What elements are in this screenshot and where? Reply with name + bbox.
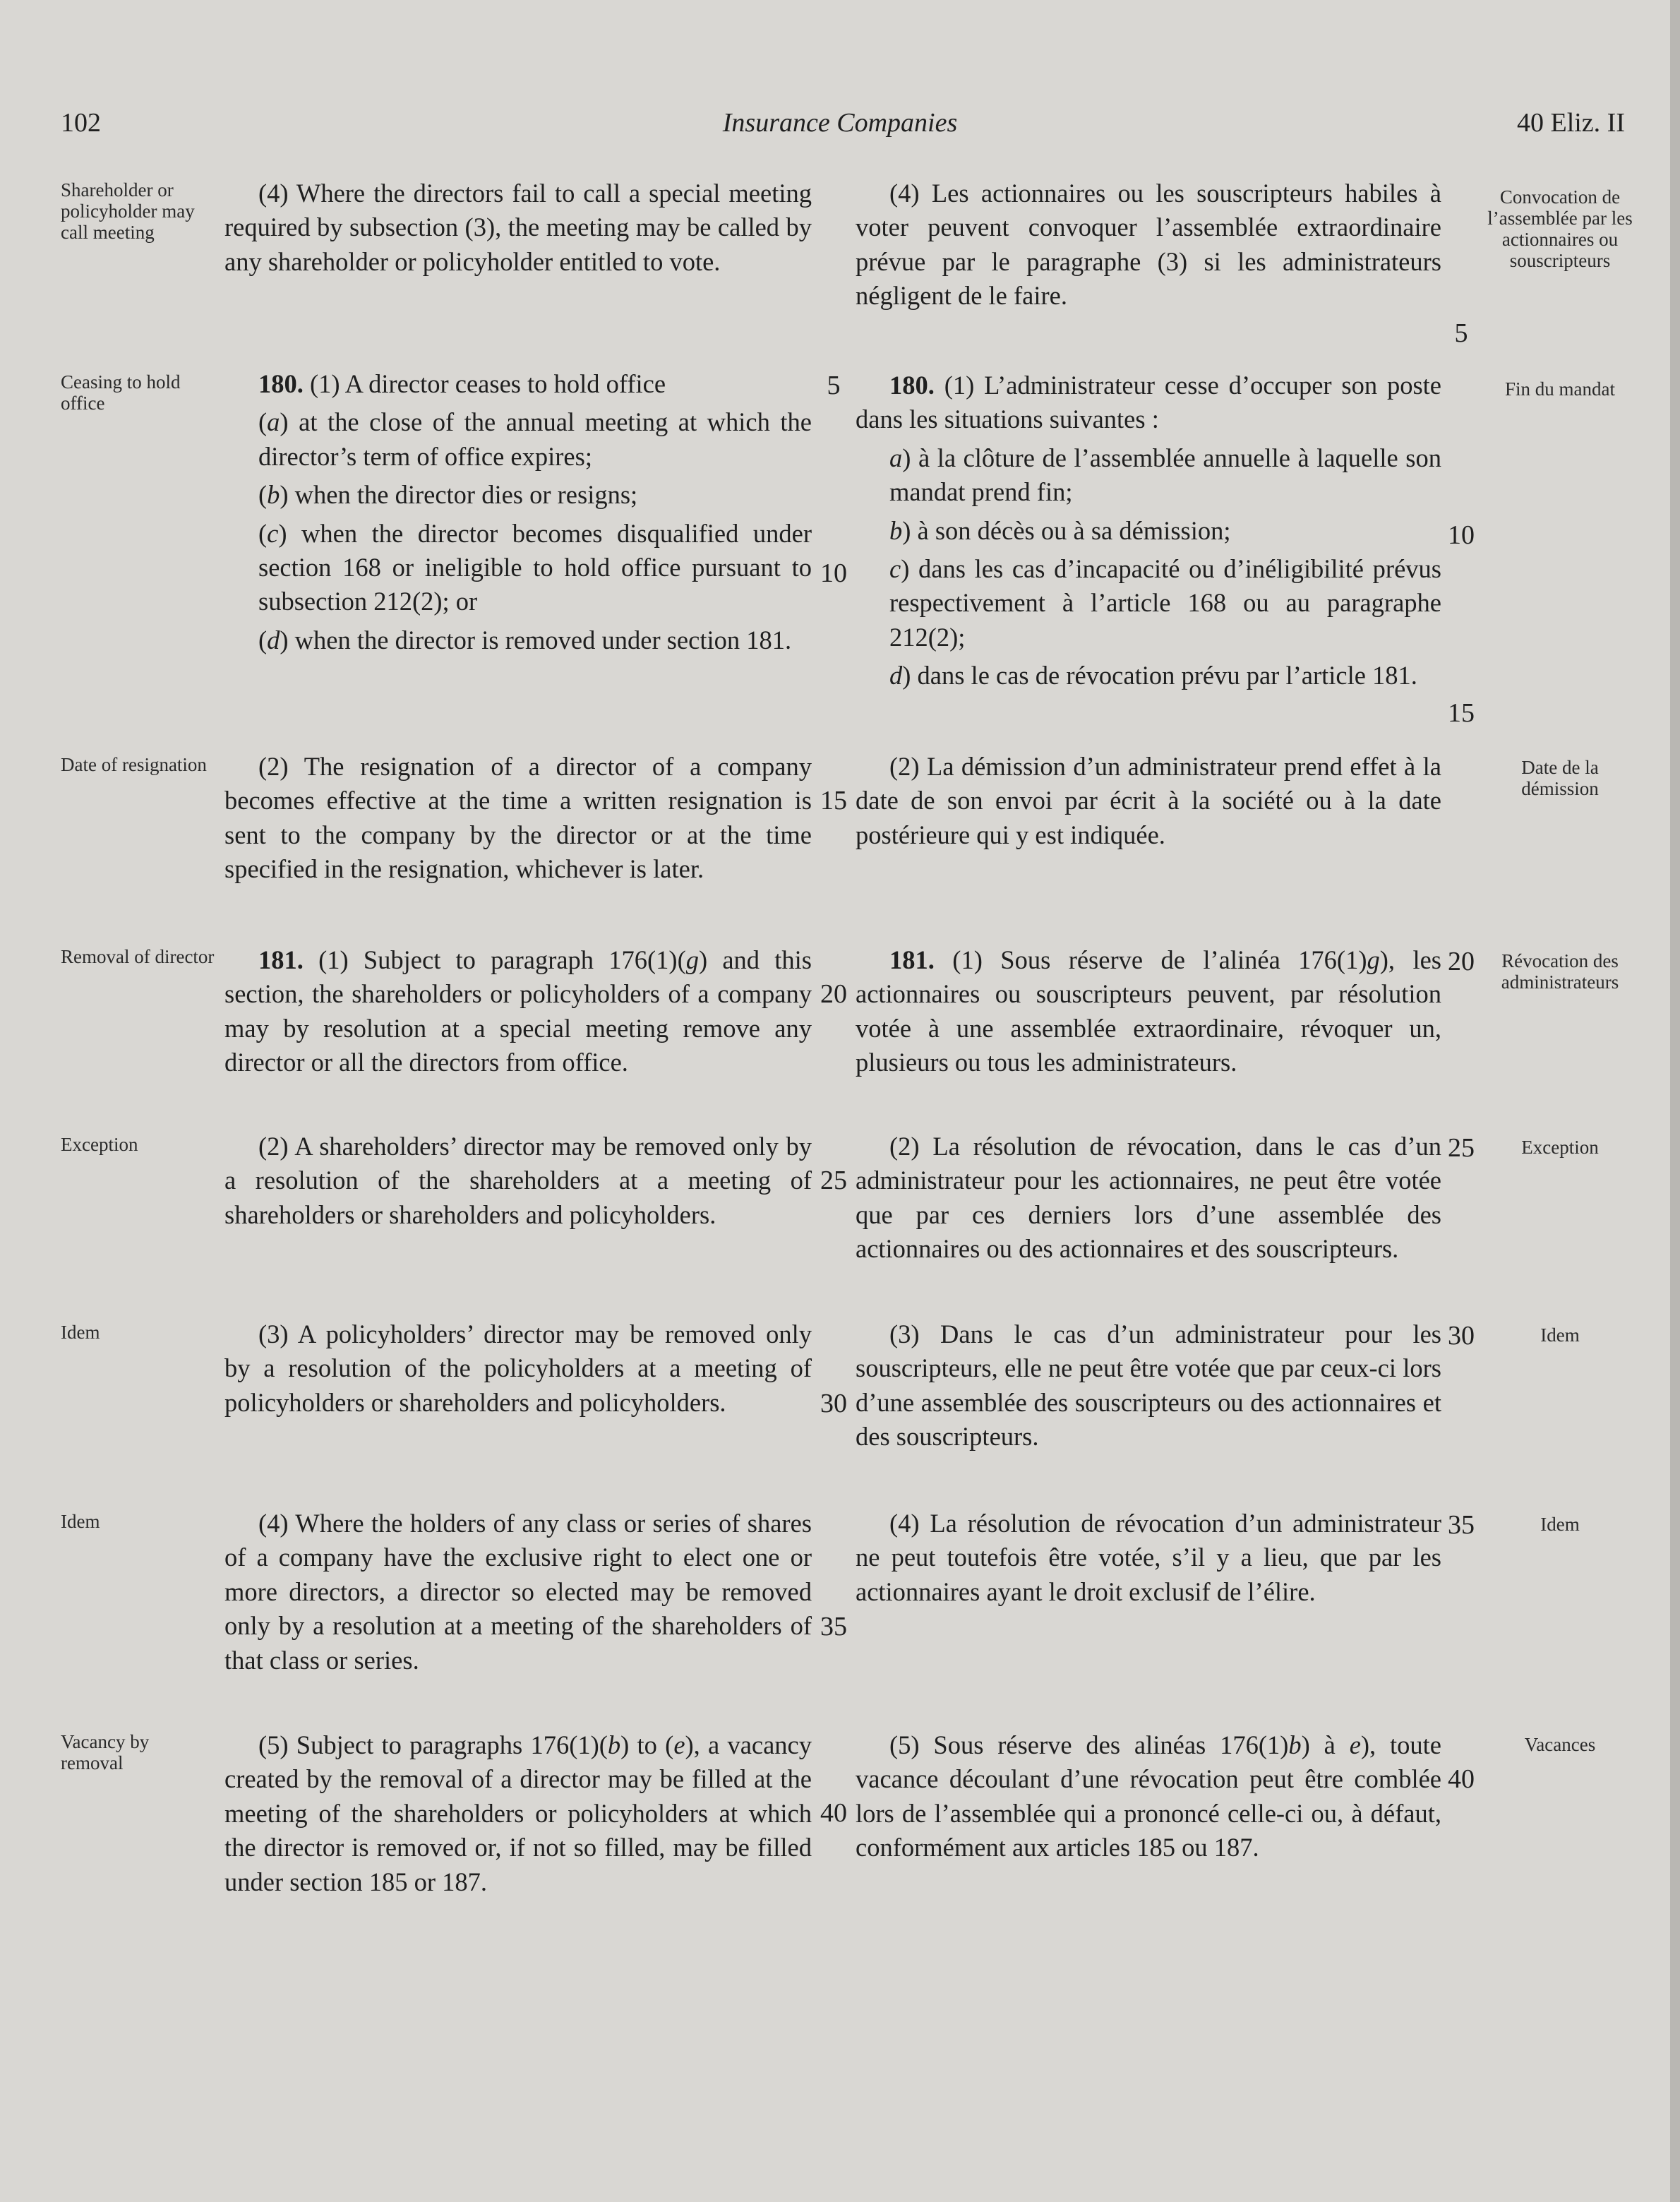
- line-number: 10: [820, 558, 847, 588]
- line-number: 20: [1448, 947, 1475, 976]
- paragraph-text: (4) Where the directors fail to call a special meeting required by subsection (3), the meeting may be called by any shareholder or policyholder entitled to vote.: [224, 179, 812, 276]
- french-subsection: [856, 750, 1441, 852]
- text-part: (5) Sous réserve des alinéas 176(1): [889, 1730, 1289, 1759]
- paragraph-text: (4) Les actionnaires ou les souscripteurs habiles à voter peuvent convoquer l’assemblée extraordinaire prévue par le paragraphe (3) si les administrateurs négligent de le faire.: [856, 179, 1441, 311]
- line-number: 20: [820, 979, 847, 1009]
- item-letter: e: [673, 1730, 685, 1759]
- paragraph-item: [258, 405, 812, 474]
- line-number: 15: [1448, 698, 1475, 728]
- margin-note-en: Removal of director: [61, 946, 215, 967]
- margin-note-fr: Exception: [1521, 1137, 1599, 1158]
- line-number: 40: [820, 1798, 847, 1828]
- item-letter: g: [1367, 945, 1380, 974]
- line-number: 15: [820, 786, 847, 815]
- paragraph-text: (2) A shareholders’ director may be removed only by a resolution of the shareholders at a meeting of shareholders or shareholders and policyholders.: [224, 1132, 812, 1229]
- paren: (: [258, 518, 268, 548]
- text-part: (5) Subject to paragraphs 176(1)(: [258, 1730, 608, 1759]
- item-letter: a: [267, 407, 280, 437]
- item-text: ) à son décès ou à sa démission;: [902, 515, 1231, 545]
- line-number: 30: [820, 1389, 847, 1418]
- margin-note-en: Date of resignation: [61, 754, 207, 775]
- margin-note-fr: Idem: [1540, 1324, 1580, 1346]
- line-number: 5: [827, 371, 841, 400]
- french-subsection: [856, 1728, 1441, 1865]
- paragraph-text: (3) A policyholders’ director may be removed only by a resolution of the policyholders at a meeting of policyholders or shareholders and policyholders.: [224, 1320, 812, 1417]
- margin-note-en: Exception: [61, 1134, 138, 1155]
- english-subsection: [224, 176, 812, 279]
- margin-note-fr: Convocation de l’assemblée par les actionnaires ou souscripteurs: [1487, 186, 1633, 271]
- line-number: 25: [1448, 1133, 1475, 1163]
- item-letter: c: [267, 518, 279, 548]
- paragraph-text: (2) The resignation of a director of a company becomes effective at the time a written resignation is sent to the company by the director or at the time specified in the resignation, whichever is later.: [224, 752, 812, 884]
- text-part: ), les actionnaires ou souscripteurs peuvent, par résolution votée à une assemblée extraordinaire, révoquer un, plusieurs ou tous les administrateurs.: [856, 945, 1441, 1077]
- paren: (: [258, 625, 268, 654]
- margin-note-en: Idem: [61, 1322, 100, 1343]
- section-number: 180.: [258, 369, 304, 398]
- line-number: 35: [820, 1612, 847, 1641]
- margin-note-en: Shareholder or policyholder may call meeting: [61, 179, 195, 243]
- margin-note-fr: Vacances: [1524, 1734, 1596, 1755]
- line-number: 40: [1448, 1764, 1475, 1794]
- item-text: ) at the close of the annual meeting at which the director’s term of office expires;: [258, 407, 812, 471]
- paragraph-item: [258, 623, 812, 657]
- paragraph-item: [889, 552, 1441, 654]
- item-text: ) when the director becomes disqualified under section 168 or ineligible to hold office pursuant to subsection 212(2); or: [258, 518, 812, 616]
- paragraph-text: [224, 1728, 812, 1899]
- page-number: 102: [61, 108, 101, 138]
- section-lead-text: (1) L’administrateur cesse d’occuper son poste dans les situations suivantes :: [856, 371, 1441, 434]
- paragraph-text: [856, 1728, 1441, 1865]
- item-letter: b: [607, 1730, 621, 1759]
- section-number: 181.: [258, 945, 304, 974]
- margin-note-fr: Fin du mandat: [1505, 378, 1615, 400]
- paragraph-item: [889, 659, 1441, 693]
- item-letter: e: [1349, 1730, 1361, 1759]
- text-part: ), a vacancy created by the removal of a director may be filled at the meeting of the shareholders or policyholders at which the director is removed or, if not so filled, may be filled under section 185 or 187.: [224, 1730, 812, 1896]
- section-lead: [856, 369, 1441, 437]
- margin-note-en: Ceasing to hold office: [61, 371, 181, 414]
- english-subsection: [224, 1130, 812, 1232]
- item-text: ) when the director is removed under section 181.: [280, 625, 792, 654]
- paragraph-text: (3) Dans le cas d’un administrateur pour les souscripteurs, elle ne peut être votée que par ceux-ci lors d’une assemblée des souscripteurs ou des actionnaires et des souscripteurs.: [856, 1320, 1441, 1452]
- english-subsection: [224, 1728, 812, 1899]
- section-number: 180.: [889, 371, 935, 400]
- paragraph-item: [258, 517, 812, 619]
- english-subsection: [224, 1507, 812, 1677]
- line-number: 35: [1448, 1510, 1475, 1540]
- paragraph-item: [889, 514, 1441, 548]
- text-part: ) and this section, the shareholders or policyholders of a company may by resolution at a special meeting remove any director or all the directors from office.: [224, 945, 812, 1077]
- statute-citation: 40 Eliz. II: [1516, 108, 1625, 138]
- english-subsection: [224, 1317, 812, 1420]
- paren: (: [258, 480, 268, 510]
- item-letter: b: [889, 515, 903, 545]
- line-number: 10: [1448, 520, 1475, 550]
- paragraph-text: [224, 943, 812, 1080]
- item-letter: a: [889, 443, 903, 472]
- item-letter: d: [267, 625, 280, 654]
- section-lead-text: (1) A director ceases to hold office: [303, 369, 666, 398]
- section-lead: [224, 367, 812, 401]
- text-part: ) to (: [620, 1730, 674, 1759]
- text-part: (1) Sous réserve de l’alinéa 176(1): [934, 945, 1367, 974]
- item-text: ) dans le cas de révocation prévu par l’article 181.: [902, 661, 1417, 690]
- text-part: ), toute vacance découlant d’une révocation peut être comblée lors de l’assemblée qui a prononcé celle-ci ou, à défaut, conformément aux articles 185 ou 187.: [856, 1730, 1442, 1862]
- margin-note-fr: Révocation des administrateurs: [1501, 950, 1619, 993]
- paragraph-item: [889, 441, 1441, 510]
- text-part: ) à: [1301, 1730, 1350, 1759]
- margin-note-en: Vacancy by removal: [61, 1731, 150, 1773]
- item-letter: c: [889, 554, 901, 584]
- french-subsection: [856, 176, 1441, 313]
- margin-note-fr: Idem: [1540, 1514, 1580, 1535]
- paragraph-text: (4) La résolution de révocation d’un administrateur ne peut toutefois être votée, s’il y a lieu, que par les actionnaires ayant le droit exclusif de l’élire.: [856, 1509, 1441, 1606]
- french-subsection: [856, 1507, 1441, 1609]
- item-letter: g: [685, 945, 699, 974]
- english-section-181: [224, 943, 812, 1080]
- item-text: ) dans les cas d’incapacité ou d’inéligibilité prévus respectivement à l’article 168 ou au paragraphe 212(2);: [889, 554, 1441, 652]
- margin-note-fr: Date de la démission: [1521, 757, 1599, 799]
- item-text: ) à la clôture de l’assemblée annuelle à laquelle son mandat prend fin;: [889, 443, 1441, 507]
- item-letter: d: [889, 661, 903, 690]
- line-number: 25: [820, 1166, 847, 1195]
- paragraph-text: [856, 943, 1441, 1080]
- paragraph-item: [258, 478, 812, 512]
- item-text: ) when the director dies or resigns;: [280, 480, 638, 510]
- item-letter: b: [267, 480, 280, 510]
- line-number: 5: [1454, 318, 1468, 348]
- paragraph-text: (2) La résolution de révocation, dans le cas d’un administrateur pour les actionnaires, ne peut être votée que par ces derniers lors d’une assemblée des actionnaires ou des actionnaires et des souscripteurs.: [856, 1132, 1441, 1264]
- running-title: Insurance Companies: [722, 108, 958, 138]
- english-subsection: [224, 750, 812, 887]
- french-section-180: [856, 369, 1441, 693]
- margin-note-en: Idem: [61, 1511, 100, 1532]
- paragraph-text: (2) La démission d’un administrateur prend effet à la date de son envoi par écrit à la société ou à la date postérieure qui y est indiquée.: [856, 752, 1441, 849]
- paren: (: [258, 407, 268, 437]
- paragraph-text: (4) Where the holders of any class or series of shares of a company have the exclusive right to elect one or more directors, a director so elected may be removed only by a resolution at a meeting of the shareholders of that class or series.: [224, 1509, 812, 1675]
- section-number: 181.: [889, 945, 935, 974]
- item-letter: b: [1288, 1730, 1302, 1759]
- english-section-180: [224, 367, 812, 657]
- line-number: 30: [1448, 1321, 1475, 1351]
- french-subsection: [856, 1317, 1441, 1454]
- french-subsection: [856, 1130, 1441, 1267]
- binding-shadow: [1670, 0, 1680, 2202]
- text-part: (1) Subject to paragraph 176(1)(: [303, 945, 686, 974]
- french-section-181: [856, 943, 1441, 1080]
